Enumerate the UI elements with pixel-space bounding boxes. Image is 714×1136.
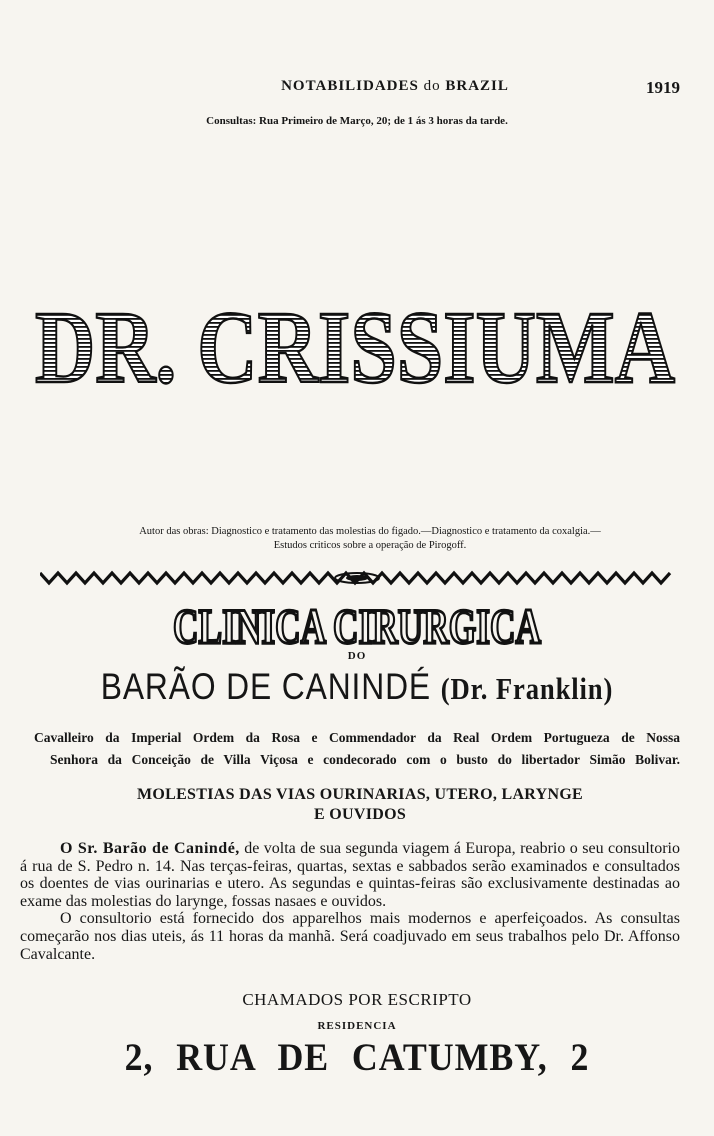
honors-line-1: Cavalleiro da Imperial Ordem da Rosa e Commendador da Real Ordem Portugueza de Nossa: [34, 730, 680, 745]
author-works-note: [60, 525, 680, 553]
running-title-brazil: BRAZIL: [445, 78, 509, 94]
honors-line-2: Senhora da Conceição de Villa Viçosa e condecorado com o busto do libertador Simão Bolivar.: [50, 752, 680, 767]
running-title: [235, 78, 555, 95]
specialties-line-2: E OUVIDOS: [313, 806, 407, 823]
page-number: 1919: [646, 78, 680, 97]
announcement-body: [20, 840, 680, 963]
ornamental-rule: [40, 568, 674, 588]
residence-label: RESIDENCIA: [317, 1020, 397, 1032]
body-paragraph-1: [20, 840, 680, 910]
honors-text: [34, 727, 680, 771]
hero-name: DR. CRISSIUMA: [35, 290, 675, 400]
baron-alias: (Dr. Franklin): [440, 671, 614, 706]
body-lead-name: O Sr. Barão de Canindé,: [60, 840, 240, 857]
clinic-title-graphic: [167, 595, 547, 653]
body-paragraph-2: O consultorio está fornecido dos apparelhos mais modernos e aperfeiçoados. As consultas começarão nos dias uteis, ás 11 horas da manhã. Será coadjuvado em seus trabalhos pelo Dr. Affonso Cavalcante.: [20, 910, 680, 963]
baron-name-line: [50, 666, 664, 708]
specialties-heading: [60, 785, 660, 825]
hero-name-block: [30, 290, 680, 400]
body-paragraph-1-text: de volta de sua segunda viagem á Europa, reabrio o seu consultorio á rua de S. Pedro n. 14. Nas terças-feiras, quartas, sextas e sabbados serão examinados e consultados os doentes de vias ourinarias e utero. As segundas e quintas-feiras são exclusivamente destinadas ao exame das molestias do larynge, fossas nasaes e ouvidos.: [20, 840, 681, 910]
consultation-hours: Consultas: Rua Primeiro de Março, 20; de 1 ás 3 horas da tarde.: [206, 115, 508, 127]
zigzag-ornament-icon: [40, 568, 674, 588]
author-note-line-1: Autor das obras: Diagnostico e tratamento das molestias do figado.—Diagnostico e tratamento da coxalgia.—: [139, 526, 601, 537]
residence-address: 2, RUA DE CATUMBY, 2: [124, 1036, 590, 1079]
specialties-line-1: MOLESTIAS DAS VIAS OURINARIAS, UTERO, LARYNGE: [136, 786, 584, 803]
running-title-notabilidades: NOTABILIDADES: [281, 78, 419, 94]
page-header: [40, 70, 680, 96]
hero-name-graphic: [30, 290, 680, 400]
author-note-line-2: Estudos criticos sobre a operação de Pirogoff.: [273, 540, 467, 551]
do-label: DO: [347, 650, 367, 662]
running-title-do: do: [423, 78, 441, 94]
baron-name: BARÃO DE CANINDÉ: [100, 666, 432, 707]
clinic-title: CLINICA CIRURGICA: [173, 598, 541, 653]
written-calls-note: CHAMADOS POR ESCRIPTO: [242, 990, 472, 1009]
clinic-title-block: [0, 595, 714, 655]
